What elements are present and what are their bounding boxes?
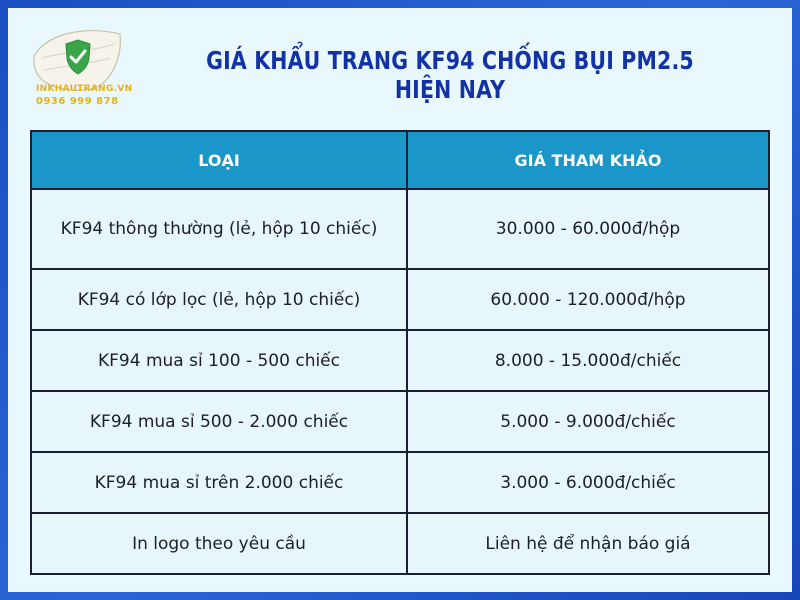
brand-site: INKHAUTRANG.VN bbox=[36, 84, 133, 94]
brand-phone: 0936 999 878 bbox=[36, 96, 119, 107]
cell-price: 30.000 - 60.000đ/hộp bbox=[407, 189, 769, 269]
price-table bbox=[30, 130, 770, 575]
table-row bbox=[31, 189, 769, 269]
cell-price: 60.000 - 120.000đ/hộp bbox=[407, 269, 769, 330]
table-row bbox=[31, 513, 769, 574]
table-row bbox=[31, 391, 769, 452]
page-title: GIÁ KHẨU TRANG KF94 CHỐNG BỤI PM2.5 HIỆN NAY bbox=[206, 46, 694, 104]
table-row bbox=[31, 452, 769, 513]
column-header-type: LOẠI bbox=[31, 131, 407, 189]
cell-type: KF94 có lớp lọc (lẻ, hộp 10 chiếc) bbox=[31, 269, 407, 330]
table-row bbox=[31, 269, 769, 330]
cell-type: KF94 mua sỉ trên 2.000 chiếc bbox=[31, 452, 407, 513]
cell-price: 5.000 - 9.000đ/chiếc bbox=[407, 391, 769, 452]
column-header-price: GIÁ THAM KHẢO bbox=[407, 131, 769, 189]
cell-type: In logo theo yêu cầu bbox=[31, 513, 407, 574]
cell-type: KF94 thông thường (lẻ, hộp 10 chiếc) bbox=[31, 189, 407, 269]
cell-price: Liên hệ để nhận báo giá bbox=[407, 513, 769, 574]
table-header-row bbox=[31, 131, 769, 189]
cell-type: KF94 mua sỉ 500 - 2.000 chiếc bbox=[31, 391, 407, 452]
cell-price: 8.000 - 15.000đ/chiếc bbox=[407, 330, 769, 391]
cell-type: KF94 mua sỉ 100 - 500 chiếc bbox=[31, 330, 407, 391]
cell-price: 3.000 - 6.000đ/chiếc bbox=[407, 452, 769, 513]
table-row bbox=[31, 330, 769, 391]
